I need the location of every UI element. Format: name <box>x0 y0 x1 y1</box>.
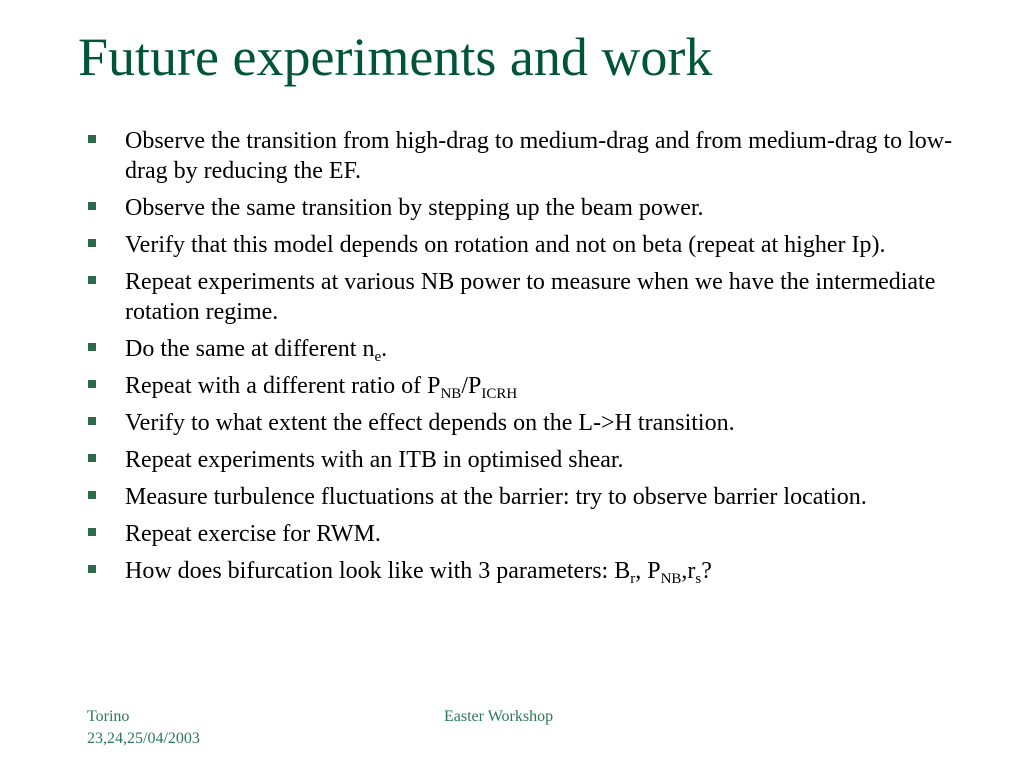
bullet-text: How does bifurcation look like with 3 parameters: B <box>125 558 631 584</box>
slide-title: Future experiments and work <box>78 27 713 87</box>
bullet-item <box>88 408 968 438</box>
bullet-text: Repeat experiments with an ITB in optimised shear. <box>125 447 624 473</box>
square-bullet-icon <box>88 417 96 425</box>
bullet-item <box>88 126 968 186</box>
bullet-item <box>88 445 968 475</box>
bullet-subscript: e <box>374 349 382 365</box>
bullet-text: ,r <box>681 558 696 584</box>
footer-event: Easter Workshop <box>444 708 554 725</box>
bullet-text: . <box>381 336 388 362</box>
bullet-subscript: r <box>630 571 636 587</box>
square-bullet-icon <box>88 343 96 351</box>
bullet-item <box>88 334 968 364</box>
bullet-text: Repeat with a different ratio of P <box>125 373 441 399</box>
square-bullet-icon <box>88 528 96 536</box>
bullet-subscript: NB <box>440 386 462 402</box>
bullet-item <box>88 230 968 260</box>
bullet-text: Measure turbulence fluctuations at the barrier: try to observe barrier location. <box>125 484 867 510</box>
bullet-text: ? <box>701 558 712 584</box>
square-bullet-icon <box>88 454 96 462</box>
bullet-subscript: s <box>695 571 702 587</box>
square-bullet-icon <box>88 135 96 143</box>
bullet-subscript: ICRH <box>481 386 518 402</box>
bullet-text: Verify to what extent the effect depends on the L->H transition. <box>125 410 735 436</box>
square-bullet-icon <box>88 202 96 210</box>
square-bullet-icon <box>88 380 96 388</box>
footer-location: Torino <box>87 708 130 725</box>
bullet-text: Observe the transition from high-drag to medium-drag and from medium-drag to low-drag by reducing the EF. <box>125 128 953 184</box>
bullet-text: Do the same at different n <box>125 336 375 362</box>
bullet-item <box>88 371 968 401</box>
bullet-item <box>88 267 968 327</box>
footer-dates: 23,24,25/04/2003 <box>87 730 200 747</box>
bullet-text: Repeat experiments at various NB power to measure when we have the intermediate rotation regime. <box>125 269 936 325</box>
bullet-item <box>88 482 968 512</box>
bullet-item <box>88 519 968 549</box>
square-bullet-icon <box>88 239 96 247</box>
bullet-text: Repeat exercise for RWM. <box>125 521 381 547</box>
bullet-text: , P <box>635 558 661 584</box>
square-bullet-icon <box>88 491 96 499</box>
bullet-list <box>88 126 968 593</box>
bullet-item <box>88 556 968 586</box>
bullet-text: Observe the same transition by stepping up the beam power. <box>125 195 704 221</box>
bullet-text: Verify that this model depends on rotation and not on beta (repeat at higher Ip). <box>125 232 886 258</box>
bullet-subscript: NB <box>660 571 682 587</box>
bullet-item <box>88 193 968 223</box>
square-bullet-icon <box>88 276 96 284</box>
bullet-text: /P <box>461 373 482 399</box>
square-bullet-icon <box>88 565 96 573</box>
footer-location-date <box>87 706 200 750</box>
